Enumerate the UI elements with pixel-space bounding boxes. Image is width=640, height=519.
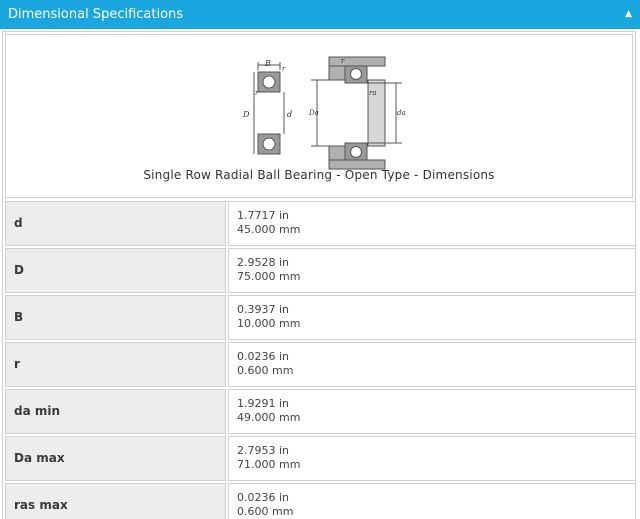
spec-value-mm: 10.000 mm [237,317,301,330]
spec-value-inch: 0.0236 in [237,350,290,363]
spec-label: d [5,201,226,246]
spec-table [5,201,635,519]
spec-value [228,295,636,340]
section-title: Dimensional Specifications [8,7,184,22]
spec-label: B [5,295,226,340]
collapse-icon[interactable]: ▲ [625,9,632,19]
spec-value-inch: 2.7953 in [237,444,290,457]
spec-value-inch: 0.0236 in [237,491,290,504]
label-da: da [397,109,406,117]
spec-value [228,483,636,519]
spec-value [228,248,636,293]
spec-value-inch: 0.3937 in [237,303,290,316]
label-r-side: r [255,89,259,97]
spec-row-B [5,295,635,340]
spec-value-mm: 71.000 mm [237,458,301,471]
spec-label: ras max [5,483,226,519]
spec-row-da-min [5,389,635,434]
spec-value [228,436,636,481]
spec-label: D [5,248,226,293]
diagram-caption: Single Row Radial Ball Bearing - Open Type - Dimensions [143,168,495,182]
spec-value-inch: 2.9528 in [237,256,290,269]
spec-value [228,389,636,434]
spec-row-ras-max [5,483,635,519]
spec-label: r [5,342,226,387]
spec-value [228,342,636,387]
specifications-panel [2,31,636,519]
section-header[interactable] [0,0,640,29]
spec-value-mm: 45.000 mm [237,223,301,236]
bearing-diagram [5,34,633,198]
spec-label: Da max [5,436,226,481]
spec-row-d [5,201,635,246]
spec-value-inch: 1.7717 in [237,209,290,222]
label-d: d [287,110,293,119]
spec-row-r [5,342,635,387]
spec-label: da min [5,389,226,434]
label-Da: Da [309,109,319,117]
label-B: B [265,59,271,68]
spec-value-mm: 0.600 mm [237,364,294,377]
spec-row-D [5,248,635,293]
spec-row-Da-max [5,436,635,481]
label-r-mount: r [341,57,345,65]
spec-value-mm: 0.600 mm [237,505,294,518]
spec-value-mm: 75.000 mm [237,270,301,283]
label-D: D [243,110,250,119]
spec-value-inch: 1.9291 in [237,397,290,410]
label-r-top: r [282,65,286,73]
label-ra: ra [369,89,377,97]
spec-value-mm: 49.000 mm [237,411,301,424]
spec-value [228,201,636,246]
